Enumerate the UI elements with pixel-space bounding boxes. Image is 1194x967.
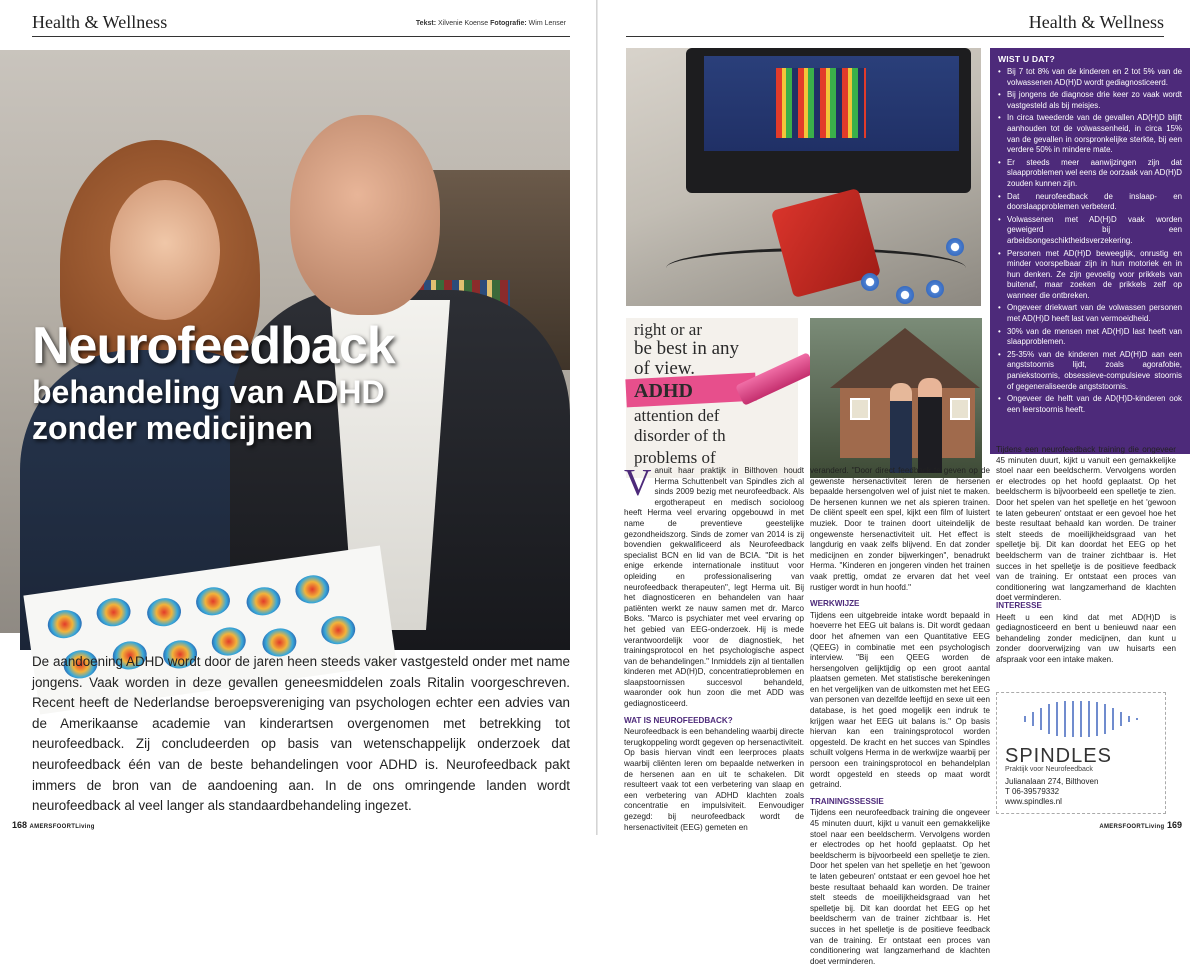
section-title-left: Health & Wellness: [32, 12, 168, 32]
woman-face: [110, 180, 220, 320]
list-item: • Ongeveer driekwart van de volwassen personen met AD(H)D heeft last van vermoeidheid.: [998, 303, 1182, 324]
article-paragraph-training: Tijdens een neurofeedback training die ongeveer 45 minuten duurt, kijkt u vanuit een gemakkelijke stoel naar een beeldscherm. Vervolgens worden er electrodes op het hoofd geplaatst. Op het beeldscherm is bijvoorbeeld een spelletje te zien. Door het spelen van het spelletje en het 'gewoon te laten gebeuren' ontstaat er een gevoel hoe het beste resultaat behaald kan worden. De trainer stelt steeds de moeilijkheidsgraad van het spelletje bij. Dit kan doordat het EEG op het beeldscherm van de trainer zichtbaar is. Het succes in het spelletje is de positieve feedback van de training. Er ontstaat een proces van conditionering wat langzamerhand de klachten doet verminderen.: [810, 808, 990, 966]
article-paragraph-wat: Neurofeedback is een behandeling waarbij directe terugkoppeling wordt gegeven op hersenactiviteit. Op basis hiervan vindt een leerproces plaats waarbij cliënten leren om bepaalde netwerken in de hersenen aan en uit te schakelen. Dit resulteert vaak tot een verbetering van slaap en een verbetering van ADHD klachten zoals concentratie en impulsiviteit. Eenvoudiger gezegd: bij neurofeedback wordt de hersenactiviteit (EEG) gemeten en: [624, 727, 804, 832]
electrode: [926, 280, 944, 298]
article-paragraph-interesse: Heeft u een kind dat met AD(H)D is gediagnosticeerd en bent u benieuwd naar een behandeling zonder medicijnen, dan kunt u zonder doorverwijzing van uw huisarts een afspraak voor een intake maken.: [996, 612, 1176, 664]
title-line-3: zonder medicijnen: [32, 410, 313, 446]
list-item: • Volwassenen met AD(H)D vaak worden geweigerd bij een arbeidsongeschiktheidsverzekering.: [998, 215, 1182, 247]
person-man: [918, 378, 942, 473]
article-paragraph-1: anuit haar praktijk in Bilthoven houdt Herma Schuttenbelt van Spindles zich al sinds 2009 bezig met neurofeedback. Als ergotherapeut en medisch socioloog heeft Herma veel ervaring opgebouwd in met name de preventieve geestelijke gezondheidszorg. Sinds de zomer van 2014 is zij bovendien gekwalificeerd als Neurofeedback specialist BCN en lid van de BCIA. "Dit is het enige erkende internationale instituut voor opleiding en professionalisering van neurofeedback therapeuten", legt Herma uit. Bij het diagnosticeren en behandelen van haar patiënten werkt ze nauw samen met dr. Marco Boks. "Marco is psychiater met veel ervaring op het gebied van EEG-onderzoek. Hij is mede verantwoordelijk voor de diagnostiek, het trainingsprotocol en het psychologische aspect van de behandelingen." Inmiddels zijn al tientallen kinderen met AD(H)D, concentratieproblemen en slaapstoornissen succesvol behandeld, waaronder ook hun zoon die met ADD was gediagnosticeerd.: [624, 466, 804, 709]
dict-line-2: be best in any: [634, 338, 740, 359]
list-item: • 30% van de mensen met AD(H)D last heeft van slaapproblemen.: [998, 327, 1182, 348]
house-portrait-photo: [810, 318, 982, 478]
dict-line-5: attention def: [634, 406, 720, 425]
highlighter-pen: [735, 352, 817, 406]
list-item: • Bij jongens de diagnose drie keer zo vaak wordt vastgesteld als bij meisjes.: [998, 90, 1182, 111]
eeg-equipment-photo: [626, 48, 981, 306]
list-item: • Bij 7 tot 8% van de kinderen en 2 tot 5% van de volwassenen AD(H)D wordt gediagnosticeerd.: [998, 67, 1182, 88]
left-page: [0, 0, 596, 835]
credits-photo-name: Wim Lenser: [528, 20, 566, 27]
header-rule-left: [32, 36, 570, 37]
electrode: [861, 273, 879, 291]
person-woman: [890, 383, 912, 473]
dict-line-3: of view.: [634, 358, 696, 379]
dropcap: V: [624, 462, 652, 504]
subhead-interesse: INTERESSE: [996, 601, 1042, 610]
article-paragraph-training-cont: Tijdens een neurofeedback training die ongeveer 45 minuten duurt, kijkt u vanuit een gemakkelijke stoel naar een beeldscherm. Vervolgens worden er electrodes op het hoofd geplaatst. Op het beeldscherm is bijvoorbeeld een spelletje te zien. Door het spelen van het spelletje en het 'gewoon te laten gebeuren' ontstaat er een gevoel hoe het beste resultaat behaald kan worden. De trainer stelt steeds de moeilijkheidsgraad van het spelletje bij. Dit kan doordat het EEG op het beeldscherm van de trainer zichtbaar is. Het succes in het spelletje is de positieve feedback van de training. Er ontstaat een proces van conditionering wat langzamerhand de klachten doet verminderen.: [996, 445, 1176, 603]
house-window: [950, 398, 970, 420]
spindles-tagline: Praktijk voor Neurofeedback: [1005, 766, 1093, 773]
spindles-phone: T 06-39579332: [1005, 787, 1060, 796]
subhead-wat-is: WAT IS NEUROFEEDBACK?: [624, 715, 733, 725]
list-item: • Dat neurofeedback de inslaap- en doorslaapproblemen verbeterd.: [998, 192, 1182, 213]
electrode: [896, 286, 914, 304]
dict-line-7: problems of: [634, 448, 716, 467]
list-item: • 25-35% van de kinderen met AD(H)D aan een angststoornis lijdt, zoals agorafobie, paniekstoornis, obsessieve-compulsieve stoornis of gegeneraliseerde angststoornis.: [998, 350, 1182, 392]
spindles-address: Julianalaan 274, Bilthoven: [1005, 777, 1099, 786]
photo-credits: [416, 20, 566, 27]
folio-right: [1099, 820, 1182, 830]
dict-line-4: ADHD: [634, 380, 693, 402]
house-roof: [830, 328, 980, 388]
title-line-2: behandeling van ADHD: [32, 374, 385, 410]
subhead-werkwijze: WERKWIJZE: [810, 599, 860, 609]
adhd-dictionary-photo: [626, 318, 798, 478]
list-item: • Ongeveer de helft van de AD(H)D-kinderen ook een leerstoornis heeft.: [998, 394, 1182, 415]
section-title-right: Health & Wellness: [1028, 12, 1164, 32]
page-number-right: 169: [1166, 820, 1182, 830]
page-number-left: 168: [12, 820, 28, 830]
title-line-1: Neurofeedback: [32, 317, 395, 375]
header-rule-right: [626, 36, 1164, 37]
article-paragraph-2: veranderd. "Door direct feedback te geven op de gewenste hersenactiviteit leren de hersenen bepaalde hersengolven wel of juist niet te maken. De hersenen kunnen we net als spieren trainen. De cliënt speelt een spel, kijkt een film of luistert muziek. Door te trainen doort uiteindelijk de ongewenste hersenactiviteit uit. Het effect is langdurig en vaak zelfs blijvend. En dat zonder medicijnen en zonder bijwerkingen", benadrukt Herma. "Kinderen en jongeren vinden het trainen vaak prettig, omdat ze ervaren dat het veel rustiger wordt in hun hoofd.": [810, 466, 990, 592]
credits-text-label: Tekst:: [415, 20, 437, 27]
list-item: • In circa tweederde van de gevallen AD(H)D blijft aanhouden tot de volwassenheid, in circa 15% van de gevallen in oorspronkelijke sterkte, bij een verdere 50% in mindere mate.: [998, 113, 1182, 155]
article-column-2: [810, 466, 990, 966]
eeg-bars: [776, 68, 866, 138]
list-item: • Er steeds meer aanwijzingen zijn dat slaapproblemen wel eens de oorzaak van AD(H)D zouden kunnen zijn.: [998, 158, 1182, 190]
did-you-know-list: [998, 67, 1182, 415]
spindles-website[interactable]: www.spindles.nl: [1005, 797, 1062, 806]
article-title: [32, 318, 395, 446]
subhead-trainingssessie: TRAININGSSESSIE: [810, 796, 884, 806]
intro-paragraph: De aandoening ADHD wordt door de jaren heen steeds vaker vastgesteld onder met name jongens. Vaak worden in deze gevallen geneesmiddelen zoals Ritalin voorgeschreven. Recent heeft de Nederlandse beroepsvereniging van psychologen echter een advies van de Amerikaanse academie van kinderartsen overgenomen met betrekking tot neurofeedback. Zij concludeerden op basis van wetenschappelijk onderzoek dat neurofeedback één van de beste behandelingen voor ADHD is. Neurofeedback pakt immers de bron van de aandoening aan. In de ons omringende landen wordt neurofeedback al veel langer als standaardbehandeling ingezet.: [32, 654, 570, 814]
article-paragraph-werkwijze: Tijdens een uitgebreide intake wordt bepaald in hoeverre het EEG uit balans is. Dit wordt gedaan door het afnemen van een Quantitative EEG (QEEG) in combinatie met een psychologisch interview. "Bij een QEEG worden de hersengolven gelijktijdig op een groot aantal plaatsen gemeten. Met statistische berekeningen en het vergelijken van de uitkomsten met het EEG van personen van dezelfde leeftijd en sexe uit een database, is het goed mogelijk een indruk te krijgen waar het EEG uit balans is." Op basis hiervan kan een trainingsprotocol worden opgesteld. De kracht en het succes van Spindles schuilt volgens Herma in de werkwijze waarbij per persoon een trainingsprotocol en behandelplan wordt opgesteld en steeds op maat wordt getraind.: [810, 610, 990, 790]
dict-line-6: disorder of th: [634, 426, 726, 445]
list-item: • Personen met AD(H)D beweeglijk, onrustig en minder voorspelbaar zijn in hun motoriek en in hun denken. Ze zijn gevoelig voor prikkels van buitenaf, maar zoeken de prikkels zelf op wanneer die ontbreken.: [998, 249, 1182, 302]
folio-left: [12, 820, 95, 830]
right-page: [598, 0, 1194, 966]
credits-text-name: Xilvenie Koense: [437, 20, 489, 27]
dict-line-1: right or ar: [634, 320, 702, 339]
article-column-1: [624, 462, 804, 833]
spindles-name: SPINDLES: [1005, 745, 1112, 767]
house-window: [850, 398, 870, 420]
article-column-3: [996, 445, 1176, 666]
spindles-wave-logo: [1005, 699, 1155, 739]
did-you-know-title: WIST U DAT?: [998, 54, 1055, 64]
man-head: [290, 115, 440, 315]
spindles-ad: [996, 692, 1166, 814]
brand-right: AMERSFOORTLiving: [1099, 824, 1165, 830]
did-you-know-box: [990, 48, 1190, 454]
credits-photo-label: Fotografie:: [490, 20, 527, 27]
electrode: [946, 238, 964, 256]
brand-left: AMERSFOORTLiving: [29, 824, 95, 830]
